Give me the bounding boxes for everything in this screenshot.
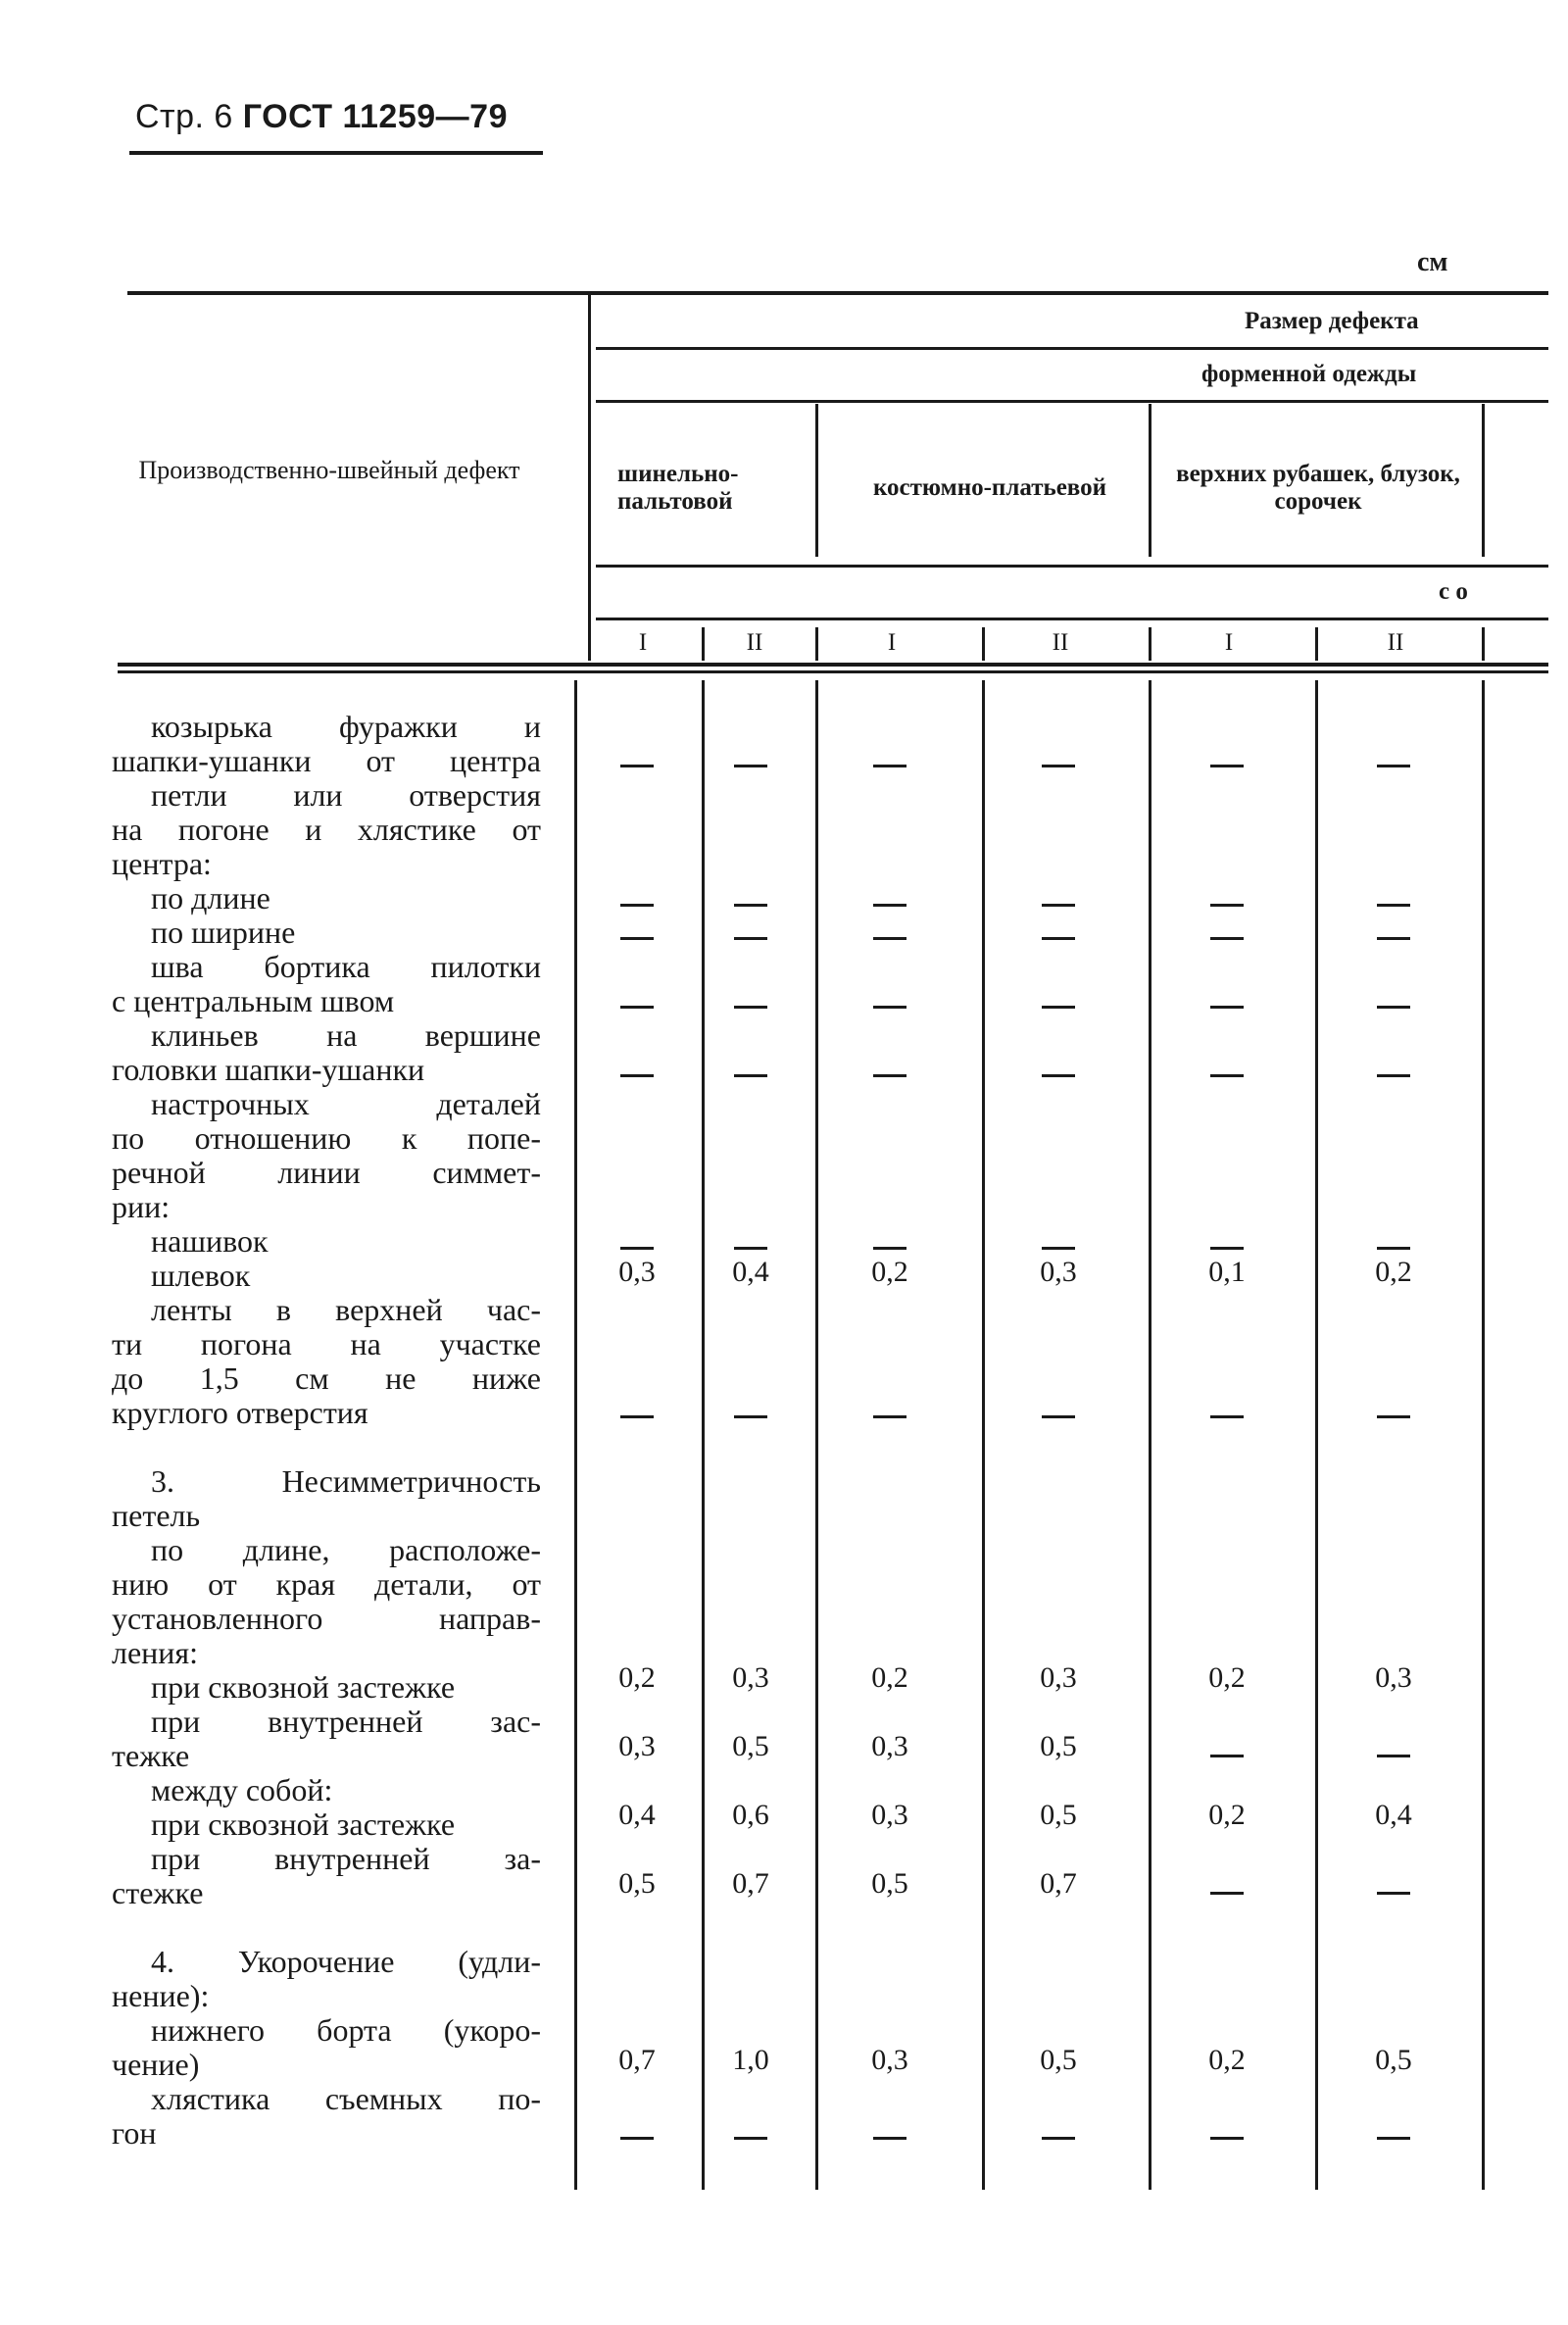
empty-value-dash <box>1377 1892 1410 1895</box>
empty-value-dash <box>873 1415 906 1418</box>
group-rule <box>596 347 1548 350</box>
grade-sep <box>815 627 818 661</box>
defect-value: 0,2 <box>871 1661 908 1694</box>
column-header-1: шинельно-пальтовой <box>617 461 739 515</box>
grade-label: II <box>746 629 763 656</box>
row-label-line: нию от края детали, от <box>112 1566 541 1602</box>
empty-value-dash <box>1042 1074 1075 1077</box>
row-labels-section-4 <box>112 1945 541 2151</box>
grade-label: II <box>1387 629 1404 656</box>
row-label-line: при сквозной застежке <box>151 1806 456 1842</box>
empty-value-dash <box>1377 904 1410 907</box>
empty-value-dash <box>620 1247 654 1250</box>
defect-value: 0,3 <box>1040 1661 1077 1694</box>
defect-value: 1,0 <box>732 2044 769 2076</box>
defect-value: 0,3 <box>618 1730 656 1762</box>
empty-value-dash <box>1210 904 1244 907</box>
empty-value-dash <box>1377 1755 1410 1757</box>
unit-label: см <box>1417 247 1448 277</box>
grade-sep <box>588 627 591 661</box>
empty-value-dash <box>734 1415 767 1418</box>
empty-value-dash <box>1377 765 1410 767</box>
defect-value: 0,5 <box>618 1867 656 1900</box>
defect-value: 0,7 <box>1040 1867 1077 1900</box>
row-label-line: речной линии симмет- <box>112 1155 541 1190</box>
row-label-line: при внутренней зас- <box>151 1704 541 1739</box>
empty-value-dash <box>1377 937 1410 940</box>
empty-value-dash <box>620 937 654 940</box>
row-label-line: стежке <box>112 1875 204 1910</box>
empty-value-dash <box>1042 1415 1075 1418</box>
empty-value-dash <box>1377 1247 1410 1250</box>
empty-value-dash <box>1210 1074 1244 1077</box>
empty-value-dash <box>1210 1006 1244 1009</box>
row-label-line: центра: <box>112 846 212 881</box>
empty-value-dash <box>1210 1415 1244 1418</box>
defect-value: 0,2 <box>618 1661 656 1694</box>
column-header-2: костюмно-платьевой <box>872 474 1107 501</box>
grade-sep <box>1149 627 1152 661</box>
defect-value: 0,5 <box>732 1730 769 1762</box>
empty-value-dash <box>1042 1247 1075 1250</box>
row-label-line: установленного направ- <box>112 1601 541 1636</box>
empty-value-dash <box>1042 937 1075 940</box>
row-label-line: 3. Несимметричность <box>151 1463 541 1499</box>
row-label-line: по ширине <box>151 915 296 950</box>
header-bottom-rule-2 <box>118 670 1548 673</box>
defect-value: 0,3 <box>1375 1661 1412 1694</box>
row-label-line: головки шапки-ушанки <box>112 1052 425 1087</box>
empty-value-dash <box>1042 765 1075 767</box>
row-labels-section-3 <box>112 1464 541 1910</box>
grade-label: I <box>887 629 897 656</box>
body-col-line <box>1315 680 1318 2190</box>
row-label-line: при сквозной застежке <box>151 1669 456 1705</box>
empty-value-dash <box>873 2137 906 2140</box>
empty-value-dash <box>620 1006 654 1009</box>
grade-sep <box>982 627 985 661</box>
empty-value-dash <box>1377 1415 1410 1418</box>
defect-value: 0,5 <box>1040 1730 1077 1762</box>
standard-number: ГОСТ 11259—79 <box>242 98 508 135</box>
table-top-rule <box>127 291 1548 295</box>
empty-value-dash <box>734 904 767 907</box>
empty-value-dash <box>734 1247 767 1250</box>
defect-value: 0,2 <box>871 1256 908 1288</box>
empty-value-dash <box>1042 904 1075 907</box>
header-divider <box>588 294 591 659</box>
sub-header: с о <box>1439 578 1468 605</box>
defect-value: 0,6 <box>732 1799 769 1831</box>
empty-value-dash <box>620 904 654 907</box>
row-label-line: по длине, расположе- <box>151 1532 541 1567</box>
header-rule <box>129 151 543 155</box>
empty-value-dash <box>873 1006 906 1009</box>
row-label-line: между собой: <box>151 1772 333 1807</box>
defect-value: 0,5 <box>1040 1799 1077 1831</box>
defect-value: 0,2 <box>1208 1799 1246 1831</box>
row-label-line: ления: <box>112 1635 199 1670</box>
empty-value-dash <box>1210 2137 1244 2140</box>
defect-value: 0,2 <box>1208 2044 1246 2076</box>
defect-value: 0,3 <box>871 2044 908 2076</box>
row-label-line: клиньев на вершине <box>151 1017 541 1053</box>
empty-value-dash <box>1210 1755 1244 1757</box>
grade-label: II <box>1052 629 1069 656</box>
empty-value-dash <box>734 765 767 767</box>
empty-value-dash <box>873 937 906 940</box>
empty-value-dash <box>1210 1247 1244 1250</box>
body-col-line <box>1482 680 1485 2190</box>
empty-value-dash <box>620 1415 654 1418</box>
col-sep-3 <box>1482 404 1485 557</box>
defect-value: 0,4 <box>732 1256 769 1288</box>
defect-value: 0,4 <box>618 1799 656 1831</box>
empty-value-dash <box>1210 765 1244 767</box>
row-label-line: нижнего борта (укоро- <box>151 2012 541 2048</box>
defect-value: 0,3 <box>871 1799 908 1831</box>
defect-value: 0,1 <box>1208 1256 1246 1288</box>
row-label-line: нение): <box>112 1978 210 2013</box>
row-label-line: круглого отверстия <box>112 1395 368 1430</box>
column-header-3: верхних рубашек, блузок, сорочек <box>1176 461 1460 515</box>
row-label-line: по отношению к попе- <box>112 1120 541 1156</box>
empty-value-dash <box>873 1247 906 1250</box>
page-header <box>135 98 508 136</box>
row-label-line: шва бортика пилотки <box>151 949 541 984</box>
empty-value-dash <box>873 1074 906 1077</box>
so-rule <box>596 565 1548 568</box>
body-col-line <box>982 680 985 2190</box>
row-label-line: тежке <box>112 1738 190 1773</box>
defect-value: 0,3 <box>732 1661 769 1694</box>
row-label-line: петли или отверстия <box>151 777 541 813</box>
empty-value-dash <box>734 1074 767 1077</box>
empty-value-dash <box>1377 2137 1410 2140</box>
defect-value: 0,3 <box>871 1730 908 1762</box>
defect-value: 0,5 <box>1040 2044 1077 2076</box>
row-label-line: козырька фуражки и <box>151 709 541 744</box>
subgroup-title: форменной одежды <box>1201 361 1417 387</box>
row-label-line: ти погона на участке <box>112 1326 541 1361</box>
empty-value-dash <box>620 2137 654 2140</box>
row-label-line: чение) <box>112 2047 200 2082</box>
empty-value-dash <box>873 904 906 907</box>
row-label-line: ленты в верхней час- <box>151 1292 541 1327</box>
body-col-line <box>702 680 705 2190</box>
grade-label: I <box>1224 629 1234 656</box>
row-label-line: настрочных деталей <box>151 1086 541 1121</box>
row-label-line: на погоне и хлястике от <box>112 812 541 847</box>
col-sep-1 <box>815 404 818 557</box>
grade-sep <box>1315 627 1318 661</box>
row-label-line: хлястика съемных по- <box>151 2081 541 2116</box>
row-label-line: нашивок <box>151 1223 269 1259</box>
row-label-line: 4. Укорочение (удли- <box>151 1944 541 1979</box>
defect-value: 0,7 <box>618 2044 656 2076</box>
empty-value-dash <box>1042 2137 1075 2140</box>
empty-value-dash <box>734 2137 767 2140</box>
empty-value-dash <box>1377 1006 1410 1009</box>
grade-rule <box>596 618 1548 620</box>
page-label: Стр. 6 <box>135 98 233 135</box>
row-label-line: петель <box>112 1498 201 1533</box>
header-bottom-rule-1 <box>118 663 1548 667</box>
subgroup-rule <box>596 400 1548 403</box>
empty-value-dash <box>1377 1074 1410 1077</box>
row-label-line: шапки-ушанки от центра <box>112 743 541 778</box>
defect-value: 0,2 <box>1375 1256 1412 1288</box>
row-label-line: до 1,5 см не ниже <box>112 1360 541 1396</box>
body-col-line <box>815 680 818 2190</box>
defect-value: 0,5 <box>1375 2044 1412 2076</box>
empty-value-dash <box>873 765 906 767</box>
empty-value-dash <box>620 765 654 767</box>
row-label-line: при внутренней за- <box>151 1841 541 1876</box>
empty-value-dash <box>1042 1006 1075 1009</box>
row-labels <box>112 710 541 1430</box>
col-sep-2 <box>1149 404 1152 557</box>
defect-value: 0,2 <box>1208 1661 1246 1694</box>
defect-value: 0,3 <box>1040 1256 1077 1288</box>
defect-value: 0,3 <box>618 1256 656 1288</box>
row-label-line: с центральным швом <box>112 983 395 1018</box>
empty-value-dash <box>1210 1892 1244 1895</box>
body-col-line <box>1149 680 1152 2190</box>
grade-sep <box>1482 627 1485 661</box>
body-col-line <box>574 680 577 2190</box>
row-label-line: гон <box>112 2115 157 2151</box>
empty-value-dash <box>1210 937 1244 940</box>
defect-value: 0,4 <box>1375 1799 1412 1831</box>
empty-value-dash <box>734 937 767 940</box>
row-label-line: шлевок <box>151 1258 251 1293</box>
row-label-line: рии: <box>112 1189 171 1224</box>
row-label-line: по длине <box>151 880 270 915</box>
defect-value: 0,5 <box>871 1867 908 1900</box>
grade-label: I <box>638 629 648 656</box>
grade-sep <box>702 627 705 661</box>
defect-value: 0,7 <box>732 1867 769 1900</box>
empty-value-dash <box>620 1074 654 1077</box>
row-label-header: Производственно-швейный дефект <box>138 456 520 484</box>
empty-value-dash <box>734 1006 767 1009</box>
group-title: Размер дефекта <box>1245 308 1419 334</box>
